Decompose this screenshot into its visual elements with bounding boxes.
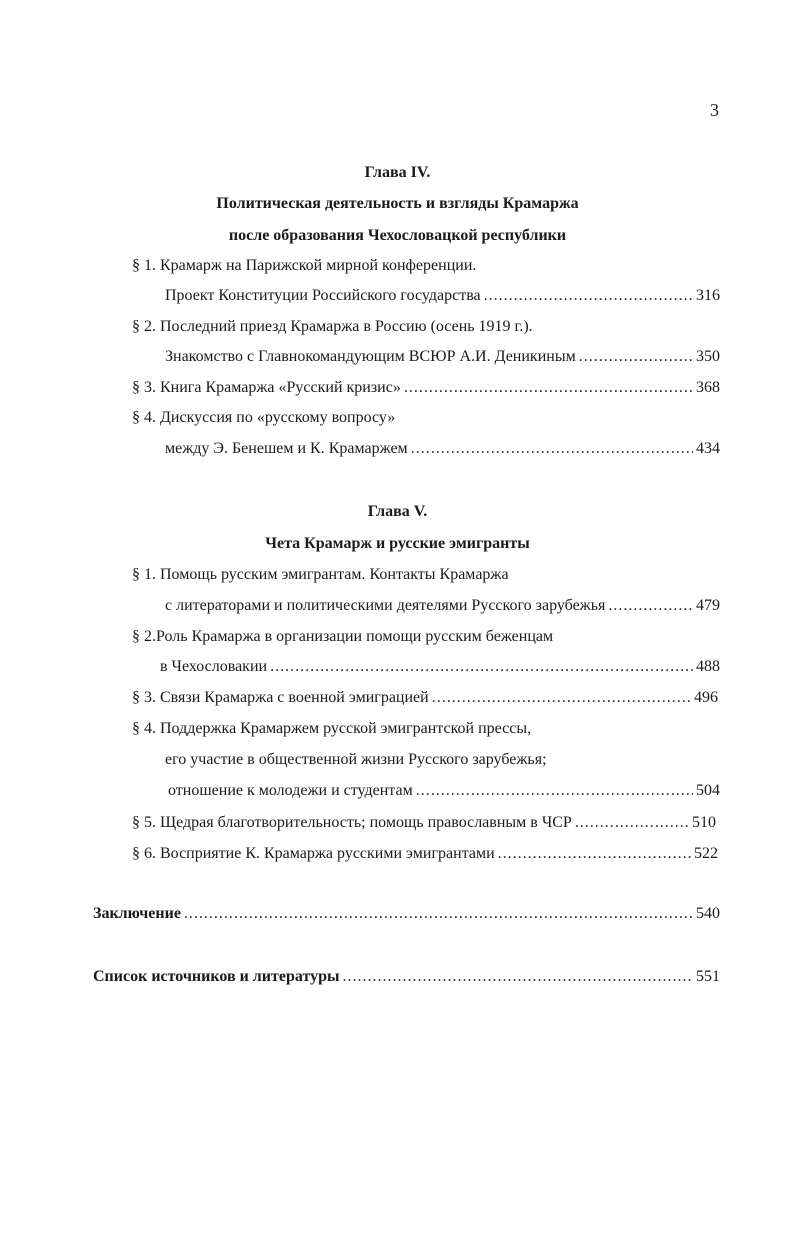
toc-ch5-s4-row[interactable] [168,781,720,801]
toc-ch5-s2-page: 488 [696,658,720,675]
leader-dots [184,904,693,924]
toc-ch4-s1-line1: § 1. Крамарж на Парижской мирной конференции. [132,257,477,274]
toc-ch4-s4-line1: § 4. Дискуссия по «русскому вопросу» [132,409,396,426]
toc-ch5-s4-line1: § 4. Поддержка Крамаржем русской эмигрантской прессы, [132,720,532,737]
toc-ch5-s2-row[interactable] [160,657,720,677]
toc-conclusion-row[interactable] [93,904,720,924]
toc-ch5-s4-page: 504 [696,782,720,799]
page-number: 3 [710,100,719,120]
leader-dots [432,688,691,708]
leader-dots [270,657,693,677]
toc-bibliography-title: Список источников и литературы [93,968,340,985]
toc-ch4-s2-line1: § 2. Последний приезд Крамаржа в Россию (осень 1919 г.). [132,318,533,335]
leader-dots [579,347,693,367]
toc-conclusion-page: 540 [696,905,720,922]
chapter4-label: Глава IV. [364,164,431,181]
toc-ch4-s3-page: 368 [696,379,720,396]
toc-ch5-s5-title: § 5. Щедрая благотворительность; помощь православным в ЧСР [132,814,572,831]
toc-ch4-s4-row[interactable] [165,439,720,459]
leader-dots [608,596,693,616]
toc-ch4-s2-title: Знакомство с Главнокомандующим ВСЮР А.И. Деникиным [165,348,576,365]
chapter4-title-line2: после образования Чехословацкой республики [228,227,567,244]
toc-ch5-s5-row[interactable] [132,813,716,833]
chapter5-label: Глава V. [367,503,428,520]
toc-ch5-s4-line2: его участие в общественной жизни Русского зарубежья; [165,751,547,768]
toc-ch5-s4-title: отношение к молодежи и студентам [168,782,413,799]
toc-ch5-s3-title: § 3. Связи Крамаржа с военной эмиграцией [132,689,429,706]
toc-ch5-s3-row[interactable] [132,688,718,708]
toc-ch5-s1-page: 479 [696,597,720,614]
toc-ch5-s2-title: в Чехословакии [160,658,268,675]
toc-ch4-s2-row[interactable] [165,347,720,367]
chapter4-title-line1: Политическая деятельность и взгляды Крамаржа [216,195,579,212]
toc-ch5-s6-title: § 6. Восприятие К. Крамаржа русскими эмигрантами [132,845,495,862]
leader-dots [498,844,691,864]
toc-ch5-s1-row[interactable] [165,596,720,616]
toc-ch5-s2-line1: § 2.Роль Крамаржа в организации помощи русским беженцам [132,628,554,645]
leader-dots [416,781,693,801]
leader-dots [342,967,693,987]
chapter5-title: Чета Крамарж и русские эмигранты [265,535,530,552]
toc-ch4-s4-title: между Э. Бенешем и К. Крамаржем [165,440,408,457]
leader-dots [404,378,693,398]
toc-ch5-s5-page: 510 [692,814,716,831]
leader-dots [575,813,689,833]
leader-dots [411,439,693,459]
toc-ch5-s1-line1: § 1. Помощь русским эмигрантам. Контакты Крамаржа [132,566,509,583]
toc-ch4-s1-page: 316 [696,287,720,304]
toc-ch4-s3-row[interactable] [132,378,720,398]
toc-ch5-s6-row[interactable] [132,844,718,864]
toc-ch5-s6-page: 522 [694,845,718,862]
toc-ch5-s3-page: 496 [694,689,718,706]
toc-bibliography-page: 551 [696,968,720,985]
toc-ch4-s2-page: 350 [696,348,720,365]
toc-ch4-s3-title: § 3. Книга Крамаржа «Русский кризис» [132,379,401,396]
toc-ch4-s1-title: Проект Конституции Российского государства [165,287,481,304]
leader-dots [484,286,693,306]
toc-ch5-s1-title: с литераторами и политическими деятелями Русского зарубежья [165,597,606,614]
toc-bibliography-row[interactable] [93,967,720,987]
toc-conclusion-title: Заключение [93,905,181,922]
toc-ch4-s1-row[interactable] [165,286,720,306]
toc-ch4-s4-page: 434 [696,440,720,457]
